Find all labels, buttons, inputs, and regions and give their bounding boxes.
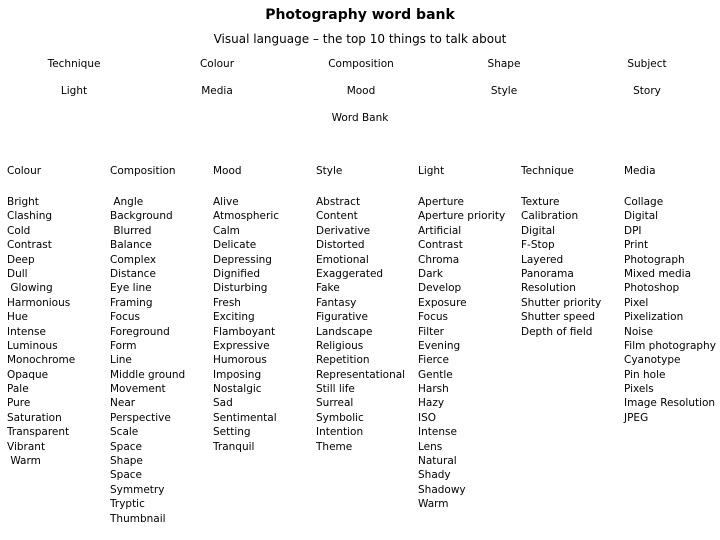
column-header: Mood: [213, 165, 242, 177]
word-item: Print: [624, 239, 649, 252]
word-item: Form: [110, 339, 137, 352]
word-list: [213, 195, 315, 454]
word-item: Evening: [418, 339, 461, 352]
word-item: Digital: [624, 210, 659, 223]
word-item: Humorous: [213, 354, 267, 367]
word-item: Natural: [418, 455, 457, 468]
word-item: Landscape: [316, 325, 373, 338]
word-item: Alive: [213, 196, 239, 208]
word-item: Texture: [521, 196, 560, 208]
word-item: Still life: [316, 383, 355, 396]
word-item: Surreal: [316, 397, 354, 410]
word-item: Setting: [213, 426, 251, 439]
column-technique: [521, 165, 623, 339]
word-item: Scale: [110, 426, 139, 439]
word-item: Delicate: [213, 239, 257, 252]
word-item: Intention: [316, 426, 364, 439]
word-item: Repetition: [316, 354, 370, 367]
word-item: Cold: [7, 224, 31, 237]
word-item: Shadowy: [418, 483, 466, 496]
word-item: Fresh: [213, 296, 241, 309]
word-item: Layered: [521, 253, 564, 266]
word-item: Pixelization: [624, 311, 684, 324]
topic-shape: Shape: [487, 58, 521, 70]
word-item: Near: [110, 397, 136, 410]
word-item: Gentle: [418, 368, 453, 381]
word-list: [418, 195, 520, 512]
topic-technique: Technique: [47, 58, 101, 70]
word-item: Aperture priority: [418, 210, 506, 223]
word-item: Photograph: [624, 253, 685, 266]
word-item: Depth of field: [521, 325, 593, 338]
word-item: Tryptic: [110, 498, 145, 511]
word-item: Content: [316, 210, 358, 223]
word-item: DPI: [624, 224, 642, 237]
word-item: Develop: [418, 282, 462, 295]
word-item: Hue: [7, 311, 29, 324]
word-item: Pure: [7, 397, 31, 410]
word-item: Artificial: [418, 224, 462, 237]
word-item: Fierce: [418, 354, 449, 367]
word-item: Fantasy: [316, 296, 357, 309]
word-item: Focus: [418, 311, 448, 324]
word-item: Space: [110, 440, 142, 453]
word-item: Thumbnail: [110, 512, 166, 525]
word-item: Intense: [7, 325, 46, 338]
word-item: Balance: [110, 239, 152, 252]
word-item: Symmetry: [110, 483, 165, 496]
topic-mood: Mood: [346, 85, 376, 97]
page-subtitle: Visual language – the top 10 things to talk about: [213, 32, 507, 46]
word-item: Derivative: [316, 224, 371, 237]
column-colour: [7, 165, 109, 468]
topic-story: Story: [633, 85, 661, 97]
word-bank-heading: Word Bank: [331, 112, 389, 124]
topic-colour: Colour: [199, 58, 235, 70]
word-item: Dull: [7, 267, 28, 280]
word-list: [316, 195, 418, 454]
word-item: Exciting: [213, 311, 255, 324]
word-item: Angle: [110, 196, 144, 208]
word-item: Opaque: [7, 368, 49, 381]
word-item: Luminous: [7, 339, 58, 352]
word-item: Nostalgic: [213, 383, 262, 396]
word-item: Shutter priority: [521, 296, 602, 309]
word-item: Figurative: [316, 311, 368, 324]
word-item: Collage: [624, 196, 664, 208]
word-item: Movement: [110, 383, 166, 396]
word-item: Distance: [110, 267, 156, 280]
word-list: [521, 195, 623, 339]
word-item: Background: [110, 210, 173, 223]
word-item: Digital: [521, 224, 556, 237]
word-item: Pixel: [624, 296, 649, 309]
word-item: Contrast: [418, 239, 463, 252]
word-item: Shady: [418, 469, 451, 482]
word-list: [7, 195, 109, 468]
word-item: ISO: [418, 411, 437, 424]
topic-subject: Subject: [627, 58, 667, 70]
word-item: Saturation: [7, 411, 62, 424]
column-header: Media: [624, 165, 656, 177]
word-item: Photoshop: [624, 282, 680, 295]
word-item: Focus: [110, 311, 140, 324]
word-item: Space: [110, 469, 142, 482]
column-header: Style: [316, 165, 343, 177]
word-list: [624, 195, 720, 425]
word-item: Chroma: [418, 253, 460, 266]
word-item: Contrast: [7, 239, 52, 252]
word-list: [110, 195, 212, 526]
word-item: Pin hole: [624, 368, 666, 381]
column-header: Colour: [7, 165, 42, 177]
word-item: Panorama: [521, 267, 574, 280]
word-item: Shape: [110, 455, 143, 468]
word-item: Exposure: [418, 296, 467, 309]
column-composition: [110, 165, 212, 526]
word-item: Emotional: [316, 253, 369, 266]
topic-composition: Composition: [328, 58, 394, 70]
word-item: Cyanotype: [624, 354, 681, 367]
word-item: Warm: [7, 455, 41, 468]
word-item: Monochrome: [7, 354, 76, 367]
word-item: Sad: [213, 397, 233, 410]
word-item: F-Stop: [521, 239, 555, 252]
word-item: Symbolic: [316, 411, 364, 424]
word-item: Atmospheric: [213, 210, 280, 223]
topic-media: Media: [201, 85, 233, 97]
word-item: Line: [110, 354, 132, 367]
word-item: Warm: [418, 498, 449, 511]
word-item: Imposing: [213, 368, 262, 381]
column-media: [624, 165, 720, 425]
word-item: Flamboyant: [213, 325, 276, 338]
word-item: Pale: [7, 383, 29, 396]
word-item: Dignified: [213, 267, 260, 280]
word-item: Calm: [213, 224, 240, 237]
column-header: Composition: [110, 165, 176, 177]
word-item: Transparent: [7, 426, 70, 439]
word-item: Sentimental: [213, 411, 277, 424]
word-item: Intense: [418, 426, 457, 439]
word-item: Shutter speed: [521, 311, 596, 324]
word-item: Exaggerated: [316, 267, 384, 280]
column-header: Light: [418, 165, 445, 177]
word-item: Framing: [110, 296, 153, 309]
word-item: Aperture: [418, 196, 464, 208]
column-mood: [213, 165, 315, 454]
column-style: [316, 165, 418, 454]
word-item: Mixed media: [624, 267, 692, 280]
word-item: Dark: [418, 267, 443, 280]
word-item: Foreground: [110, 325, 170, 338]
column-header: Technique: [521, 165, 574, 177]
word-item: Theme: [316, 440, 353, 453]
word-item: Complex: [110, 253, 157, 266]
word-item: Expressive: [213, 339, 270, 352]
word-item: Middle ground: [110, 368, 186, 381]
word-item: Depressing: [213, 253, 272, 266]
word-item: Film photography: [624, 339, 716, 352]
word-item: Representational: [316, 368, 406, 381]
word-item: Hazy: [418, 397, 445, 410]
word-item: Perspective: [110, 411, 171, 424]
word-item: Fake: [316, 282, 340, 295]
word-item: Abstract: [316, 196, 361, 208]
page-title: Photography word bank: [265, 7, 455, 23]
word-item: Filter: [418, 325, 445, 338]
word-item: Blurred: [110, 224, 152, 237]
word-item: Calibration: [521, 210, 579, 223]
word-item: Eye line: [110, 282, 152, 295]
word-item: Lens: [418, 440, 443, 453]
word-item: Glowing: [7, 282, 53, 295]
column-light: [418, 165, 520, 512]
word-item: Harsh: [418, 383, 449, 396]
word-item: Tranquil: [213, 440, 255, 453]
word-item: JPEG: [624, 411, 649, 424]
word-item: Disturbing: [213, 282, 268, 295]
word-item: Noise: [624, 325, 654, 338]
word-item: Pixels: [624, 383, 654, 396]
word-item: Harmonious: [7, 296, 71, 309]
word-item: Image Resolution: [624, 397, 716, 410]
word-item: Vibrant: [7, 440, 46, 453]
word-item: Clashing: [7, 210, 53, 223]
word-item: Resolution: [521, 282, 576, 295]
topic-style: Style: [490, 85, 518, 97]
topic-light: Light: [60, 85, 88, 97]
word-item: Bright: [7, 196, 39, 208]
word-item: Deep: [7, 253, 35, 266]
word-item: Distorted: [316, 239, 365, 252]
word-item: Religious: [316, 339, 364, 352]
